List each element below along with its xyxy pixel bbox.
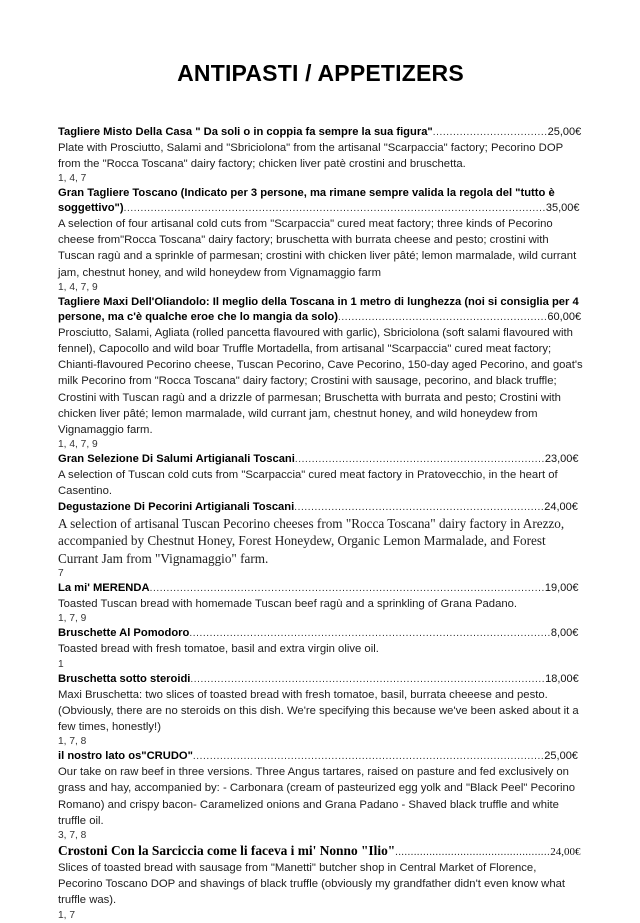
- menu-item-name: La mi' MERENDA: [58, 582, 150, 595]
- menu-item-name: Tagliere Maxi Dell'Oliandolo: Il meglio della Toscana in 1 metro di lunghezza (noi si consiglia per 4 persone, ma c'è qualche eroe che lo mangia da solo): [58, 295, 579, 323]
- menu-item-description: A selection of four artisanal cold cuts from "Scarpaccia" cured meat factory; three kinds of Pecorino cheese from"Rocca Toscana" dairy factory; bruschetta with burrata cheese and pesto; crostini with Tuscan ragù and a sprinkle of parmesan; crostini with chicken liver pâté; lemon marmalade, wild currant jam, chestnut honey, and wild honeydew from Vignamaggio farm: [58, 218, 577, 279]
- menu-item: [58, 581, 583, 626]
- menu-item-description: Plate with Prosciutto, Salami and "Sbriciolona" from the artisanal "Scarpaccia" factory; Pecorino DOP from the "Rocca Toscana" dairy factory; chicken liver patè crostini and bruschetta.: [58, 141, 563, 170]
- menu-item-description: Toasted Tuscan bread with homemade Tuscan beef ragù and a sprinkling of Grana Padano.: [58, 598, 518, 611]
- menu-item-title: [58, 843, 583, 860]
- dot-leader: .........................................................................................................: [190, 673, 546, 685]
- menu-item-price: 60,00€: [547, 310, 582, 323]
- page-title: ANTIPASTI / APPETIZERS: [177, 60, 464, 86]
- dot-leader: .............................................................................................................................: [123, 203, 546, 214]
- menu-item-allergens: 1, 7, 9: [58, 613, 87, 625]
- menu-item-name: Bruschette Al Pomodoro: [58, 627, 190, 640]
- menu-item-allergens: 1, 4, 7, 9: [58, 439, 98, 451]
- menu-item-price: 18,00€: [545, 672, 579, 685]
- menu-item: [58, 672, 583, 750]
- dot-leader: ...........................................................................................................: [189, 628, 551, 640]
- menu-item-price: 24,00€: [550, 845, 581, 858]
- dot-leader: ..................................: [432, 126, 548, 138]
- menu-item: [58, 295, 583, 452]
- dot-leader: ..................................................: [395, 846, 551, 858]
- menu-item-title: [58, 500, 583, 515]
- menu-item: [58, 843, 583, 923]
- menu-item-price: 25,00€: [544, 750, 578, 763]
- menu-item: [58, 749, 583, 843]
- menu-item-name: Crostoni Con la Sarciccia come li faceva i mi' Nonno "Ilio": [58, 842, 396, 858]
- menu-item-price: 25,00€: [547, 125, 582, 138]
- menu-item-description: Toasted bread with fresh tomatoe, basil and extra virgin olive oil.: [58, 643, 379, 656]
- dot-leader: ........................................................................................................: [192, 751, 545, 763]
- menu-item-allergens: 1: [58, 658, 64, 670]
- menu-item-title: [58, 186, 583, 216]
- menu-item-name: Bruschetta sotto steroidi: [58, 672, 191, 685]
- menu-item-name: Tagliere Misto Della Casa " Da soli o in coppia fa sempre la sua figura": [58, 125, 433, 138]
- menu-item-allergens: 1, 7: [58, 909, 75, 921]
- menu-item-description: Slices of toasted bread with sausage from "Manetti" butcher shop in Central Market of Florence, Pecorino Toscano DOP and shavings of black truffle (obviously my grandfather didn't even know what truffle was).: [58, 861, 566, 907]
- menu-item-description: Maxi Bruschetta: two slices of toasted bread with fresh tomatoe, basil, burrata cheeese and pesto. (Obviously, there are no steroids on this dish. We're specifying this because we've been asked about it a few times, honestly!): [58, 688, 579, 733]
- menu-item-allergens: 1, 4, 7: [58, 173, 87, 184]
- menu-item-price: 23,00€: [544, 453, 579, 466]
- dot-leader: ..........................................................................: [294, 501, 545, 513]
- menu-item-name: Gran Selezione Di Salumi Artigianali Toscani: [58, 453, 295, 466]
- menu-item: [58, 125, 583, 186]
- menu-item-title: [58, 295, 583, 325]
- menu-item-name: il nostro lato os"CRUDO": [58, 750, 193, 763]
- menu-item-title: [58, 452, 583, 467]
- menu-item-allergens: 3, 7, 8: [58, 829, 87, 841]
- dot-leader: ..........................................................................: [294, 454, 545, 466]
- menu-item-description: A selection of artisanal Tuscan Pecorino cheeses from "Rocca Toscana" dairy factory in Arezzo, accompanied by Chestnut Honey, Forest Honeydew, Organic Lemon Marmalade, and Forest Currant Jam from "Vignamaggio" farm.: [58, 515, 565, 566]
- menu-item-price: 19,00€: [544, 582, 579, 595]
- menu-item-price: 8,00€: [550, 627, 579, 640]
- menu-item-title: [58, 749, 583, 764]
- menu-item-description: Prosciutto, Salami, Agliata (rolled pancetta flavoured with garlic), Sbriciolona (soft salami flavoured with fennel), Capocollo and wild boar Truffle Mortadella, from artisanal "Scarpaccia" cured meat factory; Chianti-flavoured Pecorino cheese, Tuscan Pecorino, Cave Pecorino, 150-day aged Pecorino, and goat's milk Pecorino from "Rocca Toscana" dairy factory; Crostini with sausage, pecorino, and black truffle; Crostini with Tuscan ragù and a drizzle of parmesan; Bruschetta with burrata and pesto; Crostini with chicken liver pâté; lemon marmalade, wild currant jam, chestnut honey, and wild honeydew from Vignamaggio farm.: [58, 326, 583, 437]
- menu-item-price: 35,00€: [545, 202, 580, 214]
- menu-item-title: [58, 125, 583, 140]
- menu-item-title: [58, 672, 583, 687]
- dot-leader: .....................................................................................................................: [149, 583, 545, 595]
- menu-item-description: A selection of Tuscan cold cuts from "Scarpaccia" cured meat factory in Pratovecchio, in the heart of Casentino.: [58, 469, 558, 498]
- dot-leader: ..............................................................: [337, 311, 548, 323]
- menu-item: [58, 626, 583, 671]
- menu-item-description: Our take on raw beef in three versions. Three Angus tartares, raised on pasture and fed exclusively on grass and hay, accompanied by: - Carbonara (cream of pasteurized egg yolk and "Black Peel" Pecorino Romano) and crispy bacon- Caramelized onions and Grana Padano - Shaved black truffle and white truffle oil.: [58, 766, 576, 827]
- menu-item-title: [58, 626, 583, 641]
- menu-item: [58, 452, 583, 499]
- menu-item-allergens: 7: [58, 568, 64, 580]
- menu-item: [58, 500, 583, 582]
- menu-item-title: [58, 581, 583, 596]
- menu-item: [58, 186, 583, 295]
- menu-item-allergens: 1, 7, 8: [58, 736, 87, 748]
- menu-item-name: Degustazione Di Pecorini Artigianali Toscani: [58, 500, 295, 513]
- menu-item-allergens: 1, 4, 7, 9: [58, 281, 98, 293]
- menu-items-list: [58, 125, 583, 923]
- menu-item-price: 24,00€: [544, 500, 578, 513]
- menu-item-name: Gran Tagliere Toscano (Indicato per 3 persone, ma rimane sempre valida la regola del "tutto è soggettivo"): [58, 187, 555, 214]
